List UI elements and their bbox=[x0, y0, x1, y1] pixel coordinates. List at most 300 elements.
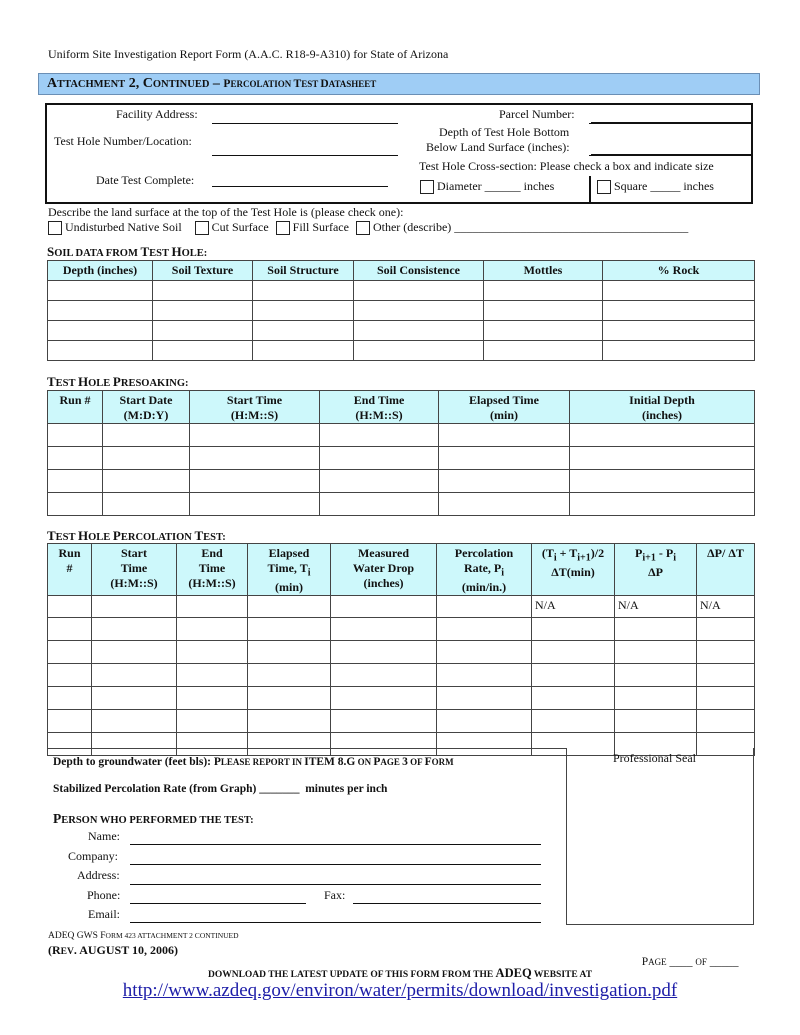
header-line: (H:M::S) bbox=[355, 408, 403, 422]
col-header bbox=[615, 544, 697, 596]
soil-data-table bbox=[47, 260, 755, 361]
attachment-banner bbox=[38, 73, 760, 95]
col-header bbox=[48, 544, 92, 596]
cell[interactable] bbox=[697, 618, 755, 641]
cell[interactable] bbox=[570, 447, 755, 470]
header-line: (min) bbox=[275, 580, 303, 595]
table-row bbox=[48, 710, 755, 733]
stabilized-rate-line: Stabilized Percolation Rate (from Graph) _______ minutes per inch bbox=[53, 783, 388, 795]
cell[interactable] bbox=[697, 687, 755, 710]
cell[interactable] bbox=[320, 493, 439, 516]
fax-label: Fax: bbox=[324, 888, 346, 902]
header-line: - P bbox=[655, 546, 674, 560]
option-label: Undisturbed Native Soil bbox=[65, 220, 182, 234]
header-line: Start Time bbox=[226, 393, 283, 407]
banner-text: C bbox=[142, 76, 153, 91]
table-row bbox=[48, 341, 755, 361]
option-label: Fill Surface bbox=[292, 220, 349, 234]
option-cut-surface[interactable] bbox=[195, 220, 269, 234]
depth-field[interactable] bbox=[591, 154, 753, 155]
cell[interactable] bbox=[153, 281, 253, 301]
cell[interactable] bbox=[570, 424, 755, 447]
banner-text: EST bbox=[301, 79, 321, 89]
cell[interactable] bbox=[48, 281, 153, 301]
cell[interactable] bbox=[48, 710, 92, 733]
cell[interactable] bbox=[320, 447, 439, 470]
professional-seal-box bbox=[566, 748, 754, 925]
title-text: EST bbox=[149, 248, 172, 259]
header-line: Time bbox=[120, 561, 148, 575]
email-field[interactable] bbox=[130, 922, 541, 923]
undisturbed-checkbox[interactable] bbox=[48, 221, 62, 235]
header-line: End bbox=[201, 546, 223, 560]
divider bbox=[47, 748, 566, 749]
cell[interactable] bbox=[103, 424, 190, 447]
table-row bbox=[48, 641, 755, 664]
cell[interactable] bbox=[532, 710, 615, 733]
title-text: OLE: bbox=[181, 248, 208, 259]
cell[interactable] bbox=[437, 687, 532, 710]
download-link-row bbox=[0, 980, 800, 1002]
test-hole-location-label: Test Hole Number/Location: bbox=[54, 134, 192, 148]
col-header: Depth (inches) bbox=[48, 261, 153, 281]
page-field[interactable]: ____ bbox=[666, 956, 696, 968]
cell[interactable] bbox=[331, 687, 437, 710]
cell[interactable] bbox=[331, 733, 437, 756]
header-line: + T bbox=[556, 546, 578, 560]
date-test-complete-field[interactable] bbox=[212, 186, 388, 187]
rev-text: . AUGUST 10, 2006) bbox=[73, 943, 179, 957]
header-line: Elapsed bbox=[268, 546, 310, 560]
presoak-table bbox=[47, 390, 755, 516]
land-surface-options bbox=[48, 220, 688, 235]
header-line: ΔT(min) bbox=[551, 565, 595, 580]
cell[interactable] bbox=[153, 321, 253, 341]
company-label: Company: bbox=[68, 849, 118, 863]
cell[interactable] bbox=[437, 641, 532, 664]
cell[interactable] bbox=[48, 618, 92, 641]
cell[interactable] bbox=[603, 321, 755, 341]
page-text: OF bbox=[695, 957, 707, 967]
cell[interactable] bbox=[320, 470, 439, 493]
rev-text: EV bbox=[60, 947, 74, 957]
header-line: Initial Depth bbox=[629, 393, 695, 407]
divider bbox=[589, 155, 753, 156]
cell[interactable] bbox=[248, 618, 331, 641]
form-header-title: Uniform Site Investigation Report Form (A.A.C. R18-9-A310) for State of Arizona bbox=[48, 47, 449, 61]
col-header bbox=[48, 391, 103, 424]
cell[interactable] bbox=[248, 733, 331, 756]
subscript: i+1 bbox=[577, 552, 591, 564]
cell[interactable] bbox=[48, 424, 103, 447]
title-text: T bbox=[140, 244, 150, 259]
groundwater-line bbox=[53, 756, 454, 768]
square-checkbox[interactable] bbox=[597, 180, 611, 194]
other-describe-field[interactable]: _______________________________________ bbox=[454, 220, 689, 234]
cell[interactable] bbox=[354, 321, 484, 341]
title-text: P bbox=[53, 811, 62, 826]
cell[interactable] bbox=[92, 596, 177, 618]
note-text: ORM bbox=[431, 757, 454, 767]
title-text: P bbox=[112, 374, 121, 389]
table-row bbox=[48, 424, 755, 447]
header-line: P bbox=[635, 546, 643, 560]
cell[interactable] bbox=[103, 447, 190, 470]
table-row bbox=[48, 493, 755, 516]
cell[interactable] bbox=[48, 447, 103, 470]
cell[interactable] bbox=[48, 341, 153, 361]
cell[interactable] bbox=[615, 664, 697, 687]
cell[interactable] bbox=[48, 664, 92, 687]
col-header: Soil Consistence bbox=[354, 261, 484, 281]
option-label: Other (describe) bbox=[372, 220, 452, 234]
divider bbox=[589, 176, 591, 204]
cell[interactable] bbox=[484, 341, 603, 361]
cell[interactable] bbox=[439, 493, 570, 516]
banner-text: D bbox=[320, 78, 329, 90]
cell[interactable] bbox=[532, 641, 615, 664]
header-line: Start Date bbox=[119, 393, 173, 407]
rev-text: (R bbox=[48, 943, 61, 957]
col-header bbox=[248, 544, 331, 596]
option-label: Cut Surface bbox=[211, 220, 269, 234]
banner-text: A bbox=[47, 76, 58, 91]
cell[interactable] bbox=[615, 687, 697, 710]
note-text: P bbox=[213, 756, 221, 768]
cell[interactable] bbox=[48, 470, 103, 493]
square-label: Square _____ inches bbox=[614, 179, 714, 193]
diameter-option[interactable] bbox=[420, 179, 554, 194]
fill-surface-checkbox[interactable] bbox=[276, 221, 290, 235]
cell[interactable] bbox=[615, 710, 697, 733]
option-undisturbed[interactable] bbox=[48, 220, 182, 234]
cell[interactable] bbox=[439, 447, 570, 470]
col-header: % Rock bbox=[603, 261, 755, 281]
banner-text: T bbox=[293, 78, 302, 90]
header-line: )/2 bbox=[590, 546, 605, 560]
header-line: Run # bbox=[59, 393, 91, 407]
name-label: Name: bbox=[88, 829, 120, 843]
table-row bbox=[48, 321, 755, 341]
title-text: ERCOLATION bbox=[120, 532, 195, 543]
fax-field[interactable] bbox=[353, 903, 541, 904]
square-option[interactable] bbox=[597, 179, 714, 194]
col-header bbox=[532, 544, 615, 596]
banner-text: 2, bbox=[125, 76, 143, 91]
col-header bbox=[570, 391, 755, 424]
note-text: AGE bbox=[380, 757, 403, 767]
subscript: i bbox=[553, 552, 557, 564]
cell[interactable] bbox=[354, 281, 484, 301]
cell[interactable] bbox=[190, 470, 320, 493]
cell[interactable] bbox=[603, 281, 755, 301]
cell[interactable] bbox=[177, 710, 248, 733]
cell[interactable] bbox=[177, 618, 248, 641]
phone-field[interactable] bbox=[130, 903, 306, 904]
banner-text: ATASHEET bbox=[328, 79, 377, 89]
cell[interactable] bbox=[190, 493, 320, 516]
parcel-number-field[interactable] bbox=[591, 122, 753, 123]
cell[interactable] bbox=[190, 424, 320, 447]
cell[interactable] bbox=[697, 641, 755, 664]
percolation-table bbox=[47, 543, 755, 756]
cell[interactable] bbox=[320, 424, 439, 447]
table-row bbox=[48, 618, 755, 641]
table-row bbox=[48, 281, 755, 301]
page-text: AGE bbox=[648, 957, 667, 967]
banner-text: – bbox=[209, 76, 224, 91]
cell[interactable] bbox=[570, 470, 755, 493]
cell[interactable] bbox=[248, 596, 331, 618]
cell[interactable] bbox=[484, 301, 603, 321]
cell[interactable] bbox=[153, 341, 253, 361]
cell[interactable] bbox=[437, 596, 532, 618]
banner-text: TTACHMENT bbox=[57, 79, 126, 90]
header-line: ΔP bbox=[648, 565, 663, 580]
cell[interactable] bbox=[48, 321, 153, 341]
title-text: EST: bbox=[203, 532, 226, 543]
depth-label-line1: Depth of Test Hole Bottom bbox=[439, 125, 570, 139]
title-text: OLE bbox=[88, 532, 113, 543]
col-header bbox=[437, 544, 532, 596]
groundwater-label: Depth to groundwater (feet bls): bbox=[53, 756, 214, 768]
cell[interactable] bbox=[48, 301, 153, 321]
cell[interactable] bbox=[354, 341, 484, 361]
col-header bbox=[177, 544, 248, 596]
cell[interactable] bbox=[603, 341, 755, 361]
cell[interactable] bbox=[437, 664, 532, 687]
person-section-title bbox=[53, 811, 254, 827]
cell-na: N/A bbox=[615, 596, 697, 618]
cell[interactable] bbox=[439, 424, 570, 447]
email-label: Email: bbox=[88, 907, 120, 921]
note-text: P bbox=[373, 756, 381, 768]
facility-address-label: Facility Address: bbox=[116, 107, 198, 121]
cell[interactable] bbox=[103, 493, 190, 516]
cell[interactable] bbox=[570, 493, 755, 516]
address-label: Address: bbox=[77, 868, 120, 882]
header-line: Water Drop bbox=[352, 561, 415, 575]
cell[interactable] bbox=[248, 664, 331, 687]
cell[interactable] bbox=[92, 733, 177, 756]
date-test-complete-label: Date Test Complete: bbox=[96, 173, 195, 187]
banner-text: ONTINUED bbox=[152, 79, 210, 90]
cross-section-label: Test Hole Cross-section: Please check a box and indicate size bbox=[419, 159, 714, 173]
title-text: H bbox=[77, 374, 89, 389]
test-hole-location-field[interactable] bbox=[212, 155, 398, 156]
cell[interactable] bbox=[153, 301, 253, 321]
download-link[interactable]: http://www.azdeq.gov/environ/water/permits/download/investigation.pdf bbox=[122, 980, 678, 1001]
header-line: (min/in.) bbox=[461, 580, 507, 595]
header-line: Time bbox=[198, 561, 226, 575]
cell[interactable] bbox=[437, 710, 532, 733]
cell[interactable] bbox=[331, 710, 437, 733]
form-id-text: ONTINUED bbox=[199, 931, 239, 940]
cell[interactable] bbox=[103, 470, 190, 493]
cell[interactable] bbox=[177, 664, 248, 687]
col-header bbox=[103, 391, 190, 424]
title-text: RESOAKING: bbox=[120, 378, 189, 389]
cell[interactable] bbox=[532, 664, 615, 687]
address-field[interactable] bbox=[130, 884, 541, 885]
header-line: (inches) bbox=[363, 576, 404, 590]
option-fill-surface[interactable] bbox=[276, 220, 349, 234]
soil-section-title bbox=[47, 244, 207, 260]
title-text: H bbox=[171, 244, 182, 259]
cell[interactable] bbox=[48, 493, 103, 516]
header-line: (H:M::S) bbox=[188, 576, 236, 590]
presoak-section-title bbox=[47, 374, 189, 390]
table-row bbox=[48, 664, 755, 687]
phone-label: Phone: bbox=[87, 888, 121, 902]
cell[interactable] bbox=[253, 301, 354, 321]
table-row bbox=[48, 470, 755, 493]
diameter-checkbox[interactable] bbox=[420, 180, 434, 194]
cell[interactable] bbox=[48, 596, 92, 618]
cell[interactable] bbox=[354, 301, 484, 321]
cell-na: N/A bbox=[697, 596, 755, 618]
other-checkbox[interactable] bbox=[356, 221, 370, 235]
col-header: Mottles bbox=[484, 261, 603, 281]
title-text: ERSON WHO PERFORMED THE TEST: bbox=[61, 815, 254, 826]
form-id-text: ORM 423 A bbox=[105, 931, 142, 940]
cell[interactable] bbox=[437, 618, 532, 641]
cell[interactable] bbox=[48, 733, 92, 756]
cell[interactable] bbox=[190, 447, 320, 470]
cell[interactable] bbox=[248, 687, 331, 710]
revision-date bbox=[48, 943, 178, 958]
header-line: (T bbox=[541, 546, 554, 560]
header-line: (H:M::S) bbox=[230, 408, 279, 422]
col-header bbox=[697, 544, 755, 596]
title-text: T bbox=[194, 528, 204, 543]
cell[interactable] bbox=[697, 710, 755, 733]
professional-seal-label: Professional Seal bbox=[613, 751, 696, 765]
table-row bbox=[48, 596, 755, 618]
perc-section-title bbox=[47, 528, 226, 544]
cell[interactable] bbox=[248, 641, 331, 664]
cell[interactable] bbox=[331, 596, 437, 618]
page-number bbox=[636, 944, 739, 968]
cell[interactable] bbox=[92, 710, 177, 733]
download-text: DOWNLOAD THE LATEST UPDATE OF THIS FORM FROM THE bbox=[207, 970, 496, 980]
form-id bbox=[48, 931, 239, 941]
cell[interactable] bbox=[48, 641, 92, 664]
cell[interactable] bbox=[248, 710, 331, 733]
cell[interactable] bbox=[177, 596, 248, 618]
option-other[interactable] bbox=[356, 220, 451, 234]
download-note bbox=[0, 966, 800, 981]
page-text: P bbox=[641, 956, 649, 968]
note-text: ITEM 8.G bbox=[304, 756, 356, 768]
cell[interactable] bbox=[532, 687, 615, 710]
header-line: Percolation bbox=[454, 546, 514, 560]
col-header bbox=[92, 544, 177, 596]
cell[interactable] bbox=[331, 664, 437, 687]
header-line: (min) bbox=[490, 408, 518, 422]
subscript: i bbox=[673, 552, 676, 564]
title-text: EST bbox=[55, 378, 78, 389]
cell[interactable] bbox=[484, 281, 603, 301]
cell[interactable] bbox=[177, 641, 248, 664]
cell[interactable] bbox=[615, 618, 697, 641]
cell[interactable] bbox=[253, 341, 354, 361]
col-header bbox=[439, 391, 570, 424]
title-text: T bbox=[47, 374, 56, 389]
col-header bbox=[320, 391, 439, 424]
header-line: (inches) bbox=[642, 408, 682, 422]
cell[interactable] bbox=[253, 281, 354, 301]
note-text: LEASE REPORT IN bbox=[220, 757, 305, 767]
header-line: (H:M::S) bbox=[110, 576, 158, 590]
col-header: Soil Structure bbox=[253, 261, 354, 281]
subscript: i+1 bbox=[642, 552, 656, 564]
header-line: Measured bbox=[357, 546, 410, 560]
header-line: Rate, P bbox=[463, 561, 502, 575]
col-header bbox=[190, 391, 320, 424]
diameter-label: Diameter ______ inches bbox=[437, 179, 555, 193]
cell[interactable] bbox=[331, 641, 437, 664]
banner-text: ERCOLATION bbox=[230, 79, 294, 89]
parcel-number-label: Parcel Number: bbox=[499, 107, 575, 121]
cell[interactable] bbox=[92, 687, 177, 710]
title-text: EST bbox=[55, 532, 78, 543]
header-line: Start bbox=[121, 546, 147, 560]
cell[interactable] bbox=[532, 618, 615, 641]
col-header: Soil Texture bbox=[153, 261, 253, 281]
header-line: # bbox=[66, 561, 73, 575]
cell[interactable] bbox=[177, 733, 248, 756]
page-total-field[interactable]: _____ bbox=[706, 956, 739, 968]
header-line: (M:D:Y) bbox=[123, 408, 169, 422]
download-text: ADEQ bbox=[495, 966, 532, 980]
header-line: Time, T bbox=[267, 561, 308, 575]
cell-na: N/A bbox=[532, 596, 615, 618]
cell[interactable] bbox=[439, 470, 570, 493]
cell[interactable] bbox=[615, 641, 697, 664]
cell[interactable] bbox=[253, 321, 354, 341]
facility-address-field[interactable] bbox=[212, 123, 398, 124]
title-text: OLE bbox=[88, 378, 113, 389]
title-text: P bbox=[112, 528, 121, 543]
cell[interactable] bbox=[437, 733, 532, 756]
table-row bbox=[48, 301, 755, 321]
form-id-text: ADEQ GWS F bbox=[48, 931, 106, 941]
cell[interactable] bbox=[92, 664, 177, 687]
name-field[interactable] bbox=[130, 844, 541, 845]
company-field[interactable] bbox=[130, 864, 541, 865]
form-id-text: TTACHMENT 2 C bbox=[141, 931, 200, 940]
note-text: 3 bbox=[402, 756, 408, 768]
header-line: Run bbox=[58, 546, 81, 560]
title-text: OIL DATA FROM bbox=[54, 248, 141, 259]
cell[interactable] bbox=[484, 321, 603, 341]
note-text: OF bbox=[407, 757, 425, 767]
note-text: ON bbox=[355, 757, 374, 767]
cut-surface-checkbox[interactable] bbox=[195, 221, 209, 235]
cell[interactable] bbox=[92, 641, 177, 664]
table-row bbox=[48, 447, 755, 470]
download-text: WEBSITE AT bbox=[531, 970, 593, 980]
cell[interactable] bbox=[603, 301, 755, 321]
cell[interactable] bbox=[177, 687, 248, 710]
subscript: i bbox=[307, 567, 311, 579]
cell[interactable] bbox=[331, 618, 437, 641]
title-text: S bbox=[47, 244, 55, 259]
cell[interactable] bbox=[92, 618, 177, 641]
cell[interactable] bbox=[48, 687, 92, 710]
cell[interactable] bbox=[697, 664, 755, 687]
